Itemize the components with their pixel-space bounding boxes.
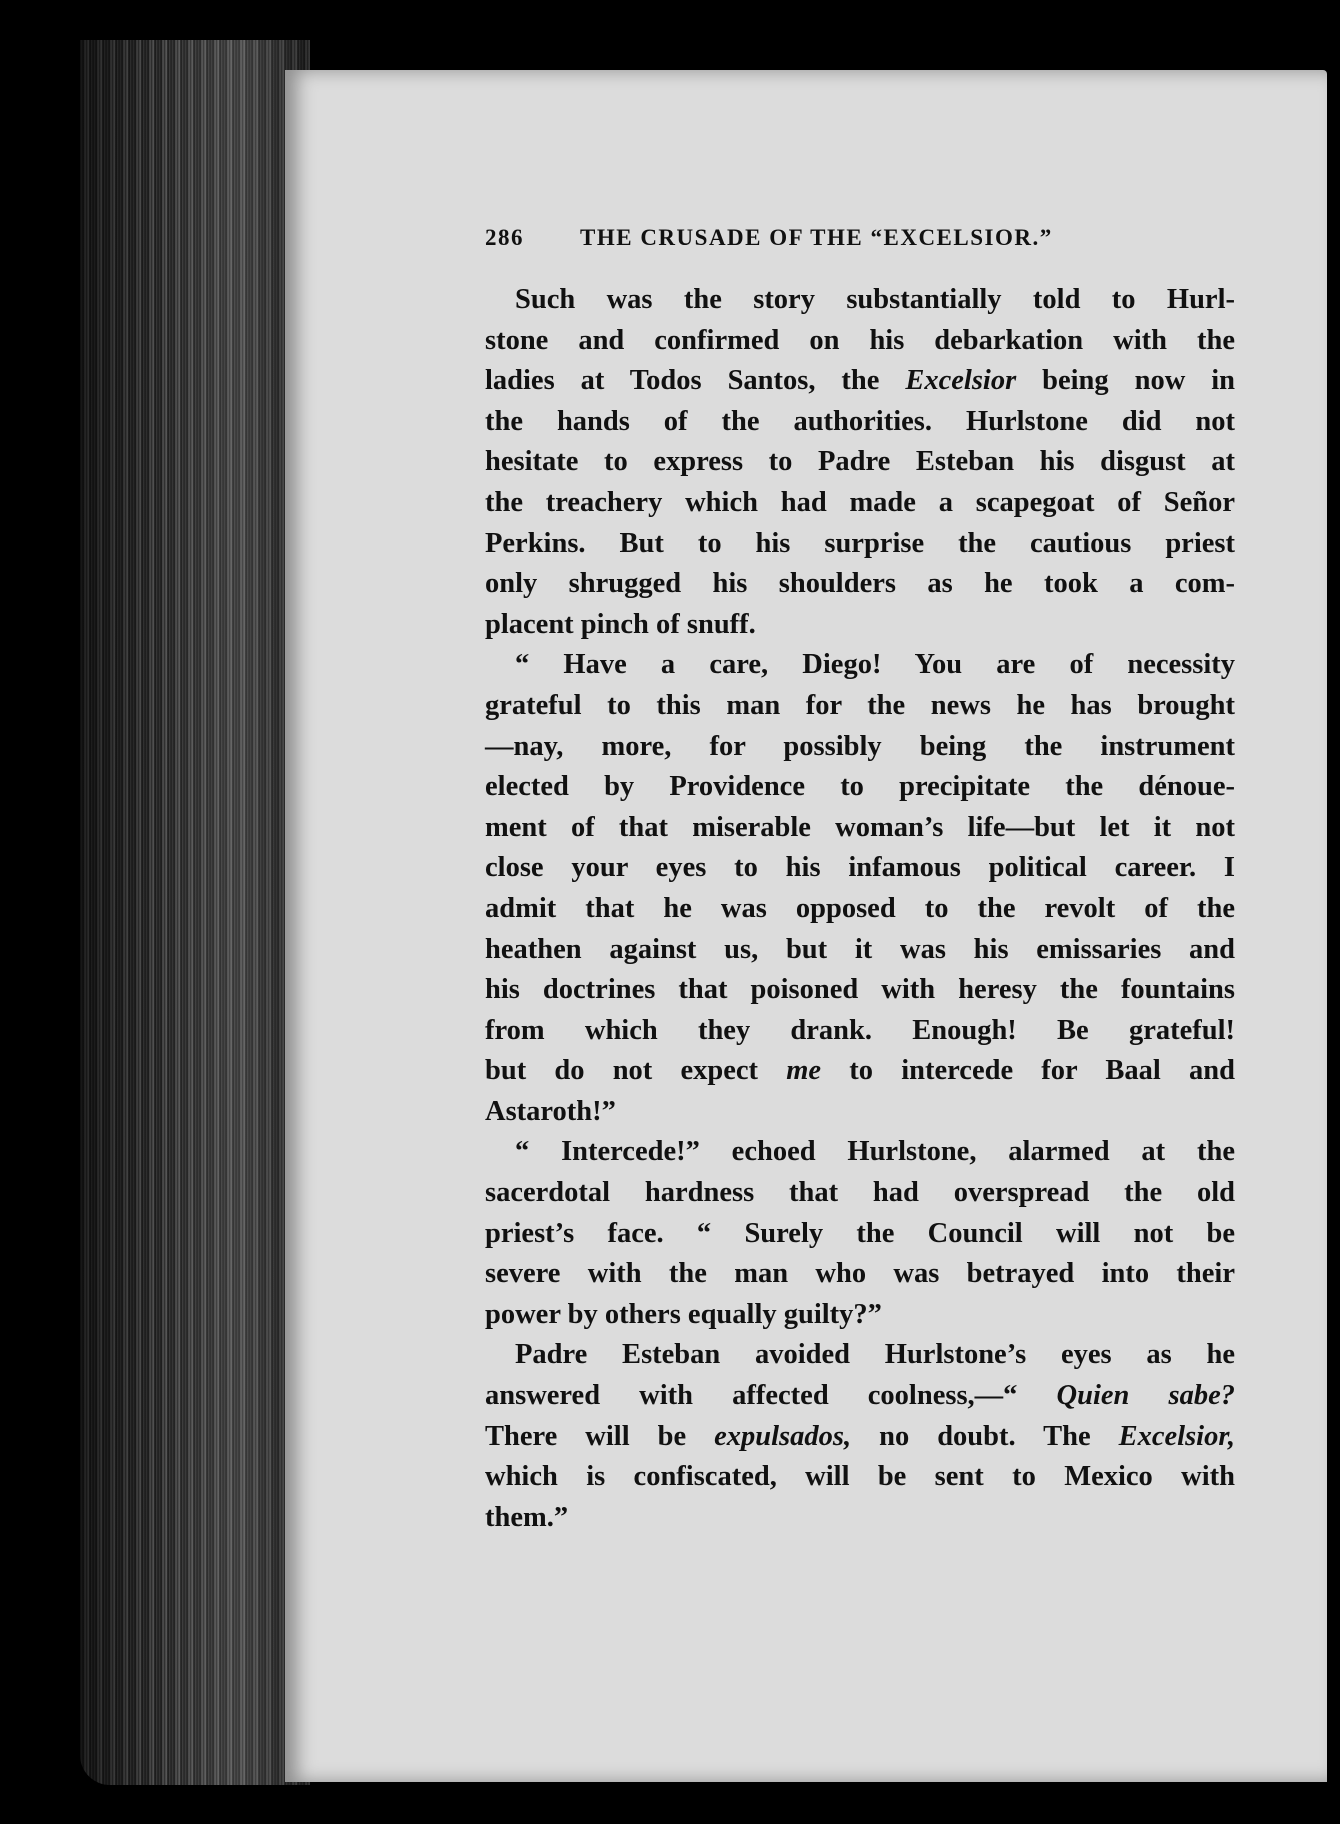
- text-line: power by others equally guilty?”: [485, 1298, 882, 1330]
- text-line: admit that he was opposed to the revolt of the: [485, 892, 1235, 924]
- text-line: Astaroth!”: [485, 1095, 616, 1127]
- text-line: priest’s face. “ Surely the Council will not be: [485, 1217, 1235, 1249]
- text-line: There will be expulsados, no doubt. The Excelsior,: [485, 1420, 1235, 1452]
- text-line: from which they drank. Enough! Be grateful!: [485, 1014, 1235, 1046]
- text-line: placent pinch of snuff.: [485, 608, 756, 640]
- text-line: Perkins. But to his surprise the cautious priest: [485, 527, 1235, 559]
- text-line: his doctrines that poisoned with heresy the fountains: [485, 974, 1235, 1006]
- italic-word: me: [786, 1055, 822, 1087]
- text-line: Padre Esteban avoided Hurlstone’s eyes as he: [515, 1339, 1235, 1371]
- body-text: [485, 280, 1235, 1538]
- italic-phrase: Quien sabe?: [1056, 1380, 1236, 1412]
- text-line: the treachery which had made a scapegoat of Señor: [485, 486, 1235, 518]
- text-line: hesitate to express to Padre Esteban his disgust at: [485, 446, 1235, 478]
- text-line: Such was the story substantially told to Hurl-: [515, 284, 1235, 315]
- text-line: ladies at Todos Santos, the Excelsior being now in: [485, 365, 1235, 397]
- italic-title: Excelsior: [905, 365, 1017, 397]
- text-line: heathen against us, but it was his emissaries and: [485, 933, 1235, 965]
- page-edges: [80, 40, 310, 1785]
- text-line: severe with the man who was betrayed into their: [485, 1258, 1235, 1290]
- text-line: which is confiscated, will be sent to Mexico with: [485, 1461, 1235, 1493]
- text-line: only shrugged his shoulders as he took a com-: [485, 568, 1235, 600]
- italic-word: expulsados,: [714, 1420, 852, 1452]
- text-line: answered with affected coolness,—“ Quien sabe?: [485, 1380, 1236, 1412]
- text-line: —nay, more, for possibly being the instrument: [485, 730, 1235, 762]
- text-line: grateful to this man for the news he has brought: [485, 689, 1235, 721]
- text-line: ment of that miserable woman’s life—but let it not: [485, 811, 1235, 843]
- text-line: sacerdotal hardness that had overspread the old: [485, 1177, 1235, 1209]
- paragraph-4: [485, 1335, 1235, 1538]
- paragraph-1: [485, 280, 1235, 645]
- text-line: stone and confirmed on his debarkation with the: [485, 324, 1235, 356]
- paragraph-2: [485, 645, 1235, 1132]
- text-line: but do not expect me to intercede for Baal and: [485, 1055, 1235, 1087]
- running-head-title: THE CRUSADE OF THE “EXCELSIOR.”: [580, 225, 1053, 250]
- text-line: the hands of the authorities. Hurlstone did not: [485, 405, 1235, 437]
- page-number: 286: [485, 225, 524, 250]
- text-line: “ Have a care, Diego! You are of necessity: [515, 649, 1235, 681]
- italic-title: Excelsior,: [1118, 1420, 1235, 1452]
- paragraph-3: [485, 1132, 1235, 1335]
- text-line: them.”: [485, 1501, 569, 1533]
- book-page: [285, 70, 1327, 1782]
- text-line: “ Intercede!” echoed Hurlstone, alarmed at the: [515, 1136, 1235, 1168]
- running-head: [485, 225, 1235, 251]
- text-line: close your eyes to his infamous political career. I: [485, 852, 1235, 884]
- text-line: elected by Providence to precipitate the dénoue-: [485, 771, 1235, 803]
